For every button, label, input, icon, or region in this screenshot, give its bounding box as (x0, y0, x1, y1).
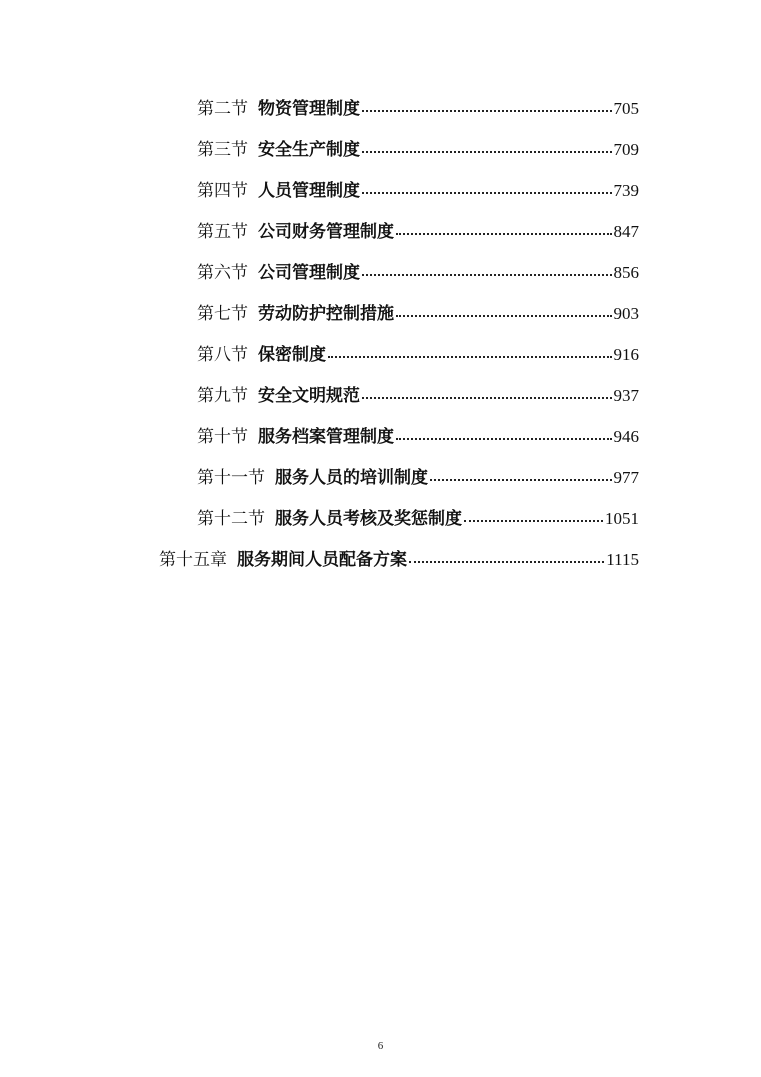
page-number: 6 (377, 1040, 384, 1052)
toc-entry-number: 第十二节 (197, 509, 265, 529)
toc-entry-title: 保密制度 (258, 345, 326, 365)
toc-entry-page: 705 (613, 99, 639, 118)
toc-entry-page: 946 (613, 427, 639, 446)
toc-dot-leader (362, 273, 612, 276)
toc-entry-title: 劳动防护控制措施 (258, 304, 394, 324)
toc-entry-number: 第九节 (197, 386, 248, 406)
toc-entry-page: 977 (613, 468, 639, 487)
toc-entry-page: 847 (613, 222, 639, 241)
toc-dot-leader (328, 355, 612, 358)
toc-dot-leader (362, 396, 612, 399)
toc-dot-leader (409, 560, 604, 563)
toc-dot-leader (362, 191, 612, 194)
toc-entry[interactable] (197, 381, 639, 411)
toc-entry-page: 1051 (605, 509, 639, 528)
toc-entry-number: 第五节 (197, 222, 248, 242)
toc-entry[interactable] (197, 135, 639, 165)
toc-entry-page: 856 (613, 263, 639, 282)
toc-entry[interactable] (197, 463, 639, 493)
toc-entry[interactable] (197, 340, 639, 370)
toc-entry-number: 第十节 (197, 427, 248, 447)
toc-dot-leader (430, 478, 612, 481)
toc-entry-page: 916 (613, 345, 639, 364)
toc-entry[interactable] (197, 258, 639, 288)
toc-entry-number: 第三节 (197, 140, 248, 160)
toc-dot-leader (464, 519, 603, 522)
toc-entry-chapter[interactable] (159, 545, 639, 575)
toc-entry[interactable] (197, 176, 639, 206)
toc-entry-title: 人员管理制度 (258, 181, 360, 201)
toc-dot-leader (396, 437, 612, 440)
toc-entry-page: 1115 (606, 550, 639, 569)
toc-entry-title: 服务档案管理制度 (258, 427, 394, 447)
toc-entry[interactable] (197, 94, 639, 124)
toc-entry-title: 公司财务管理制度 (258, 222, 394, 242)
toc-entry-title: 服务期间人员配备方案 (237, 550, 407, 570)
toc-entry[interactable] (197, 299, 639, 329)
toc-entry-title: 服务人员考核及奖惩制度 (275, 509, 462, 529)
toc-entry-number: 第二节 (197, 99, 248, 119)
toc-entry[interactable] (197, 422, 639, 452)
toc-entry-page: 937 (613, 386, 639, 405)
toc-entry[interactable] (197, 217, 639, 247)
toc-entry-page: 739 (613, 181, 639, 200)
toc-entry-number: 第七节 (197, 304, 248, 324)
toc-dot-leader (362, 109, 612, 112)
toc-entry-page: 709 (613, 140, 639, 159)
toc-entry-title: 服务人员的培训制度 (275, 468, 428, 488)
toc-entry[interactable] (197, 504, 639, 534)
toc-entry-page: 903 (613, 304, 639, 323)
toc-dot-leader (396, 314, 612, 317)
toc-entry-title: 安全生产制度 (258, 140, 360, 160)
toc-entry-title: 物资管理制度 (258, 99, 360, 119)
toc-dot-leader (396, 232, 612, 235)
toc-entry-number: 第十五章 (159, 550, 227, 570)
toc-entry-number: 第八节 (197, 345, 248, 365)
toc-entry-title: 公司管理制度 (258, 263, 360, 283)
toc-entry-number: 第四节 (197, 181, 248, 201)
toc-entry-number: 第六节 (197, 263, 248, 283)
toc-dot-leader (362, 150, 612, 153)
toc-entry-number: 第十一节 (197, 468, 265, 488)
toc-entry-title: 安全文明规范 (258, 386, 360, 406)
